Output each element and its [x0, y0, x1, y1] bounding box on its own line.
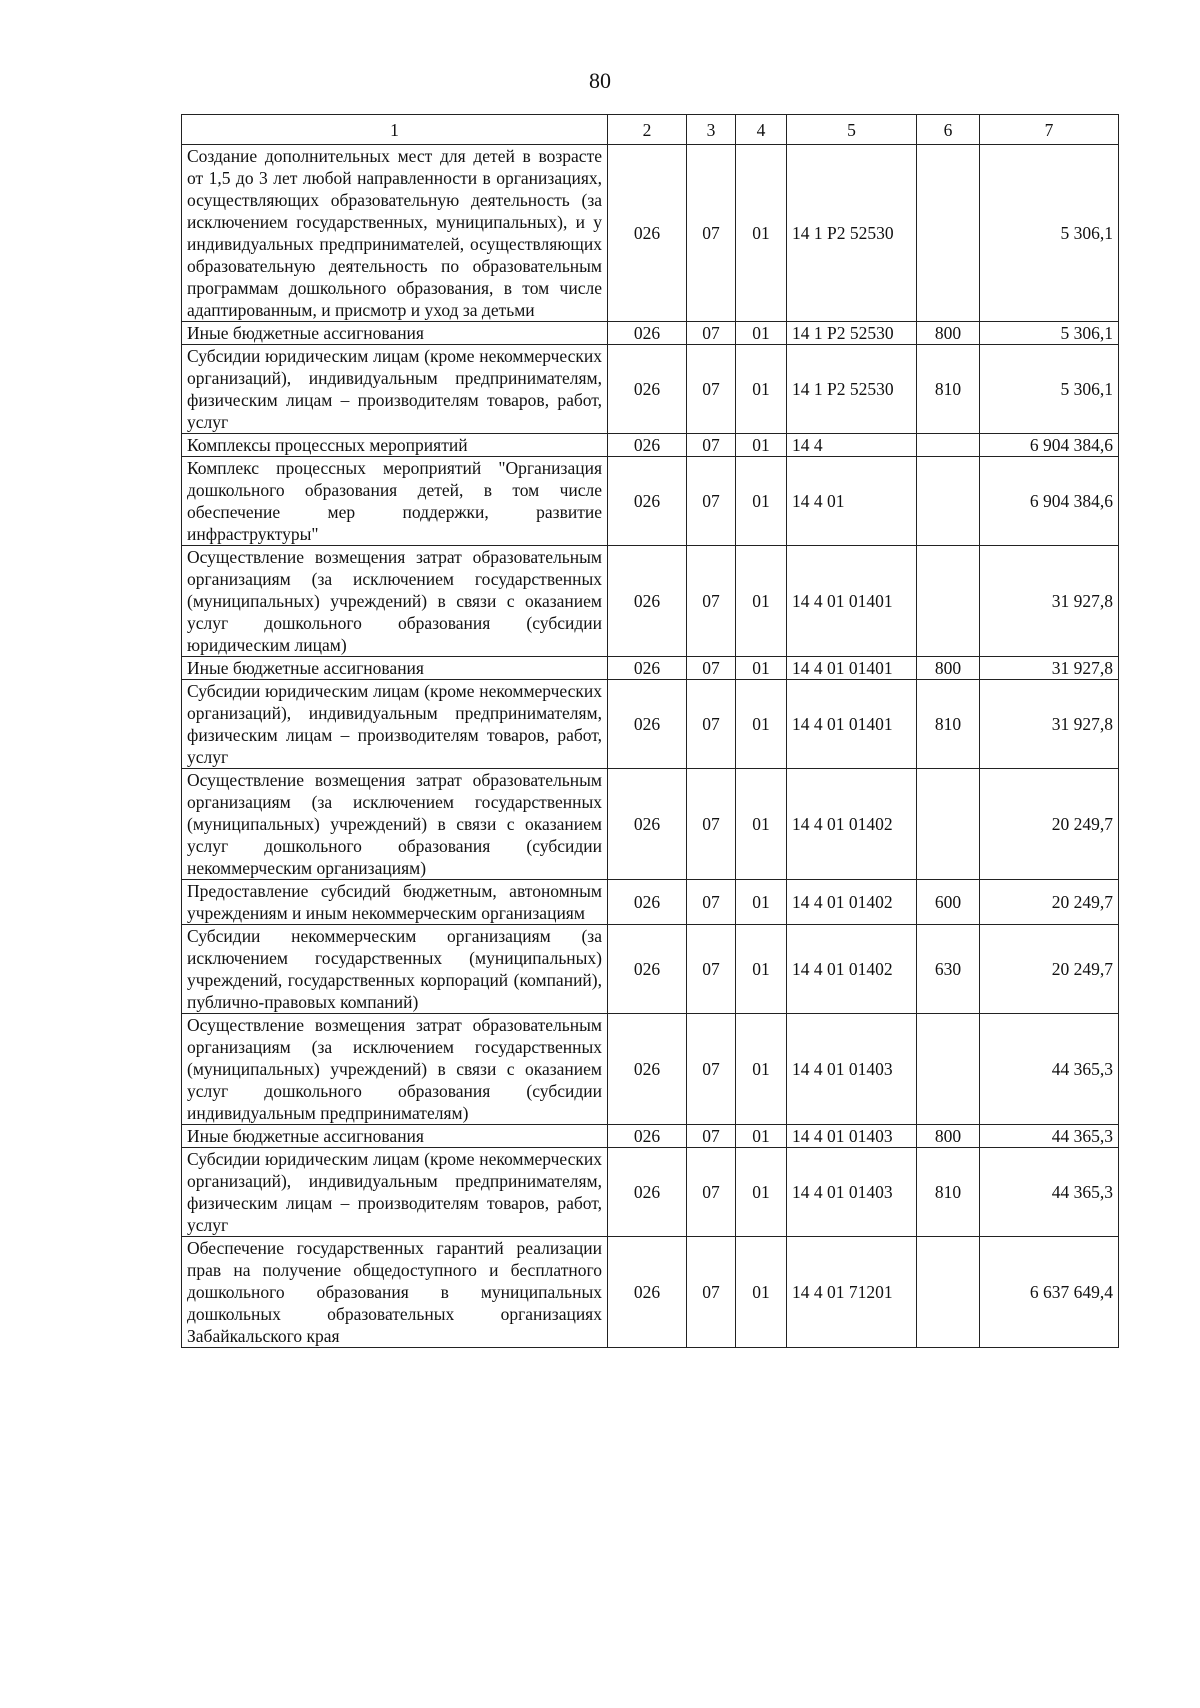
ministry-code: 026	[608, 345, 687, 434]
expense-type-code	[917, 769, 980, 880]
subsection-code: 01	[736, 1237, 787, 1348]
amount: 6 637 649,4	[980, 1237, 1119, 1348]
row-name: Предоставление субсидий бюджетным, автономным учреждениям и иным некоммерческим организациям	[182, 880, 608, 925]
section-code: 07	[687, 322, 736, 345]
row-name: Создание дополнительных мест для детей в возрасте от 1,5 до 3 лет любой направленности в организациях, осуществляющих образовательную деятельность (за исключением государственных, муниципальных), и у индивидуальных предпринимателей, осуществляющих образовательную деятельность по образовательным программам дошкольного образования, в том числе адаптированным, и присмотр и уход за детьми	[182, 145, 608, 322]
row-name: Субсидии некоммерческим организациям (за исключением государственных (муниципальных) учреждений, государственных корпораций (компаний), публично-правовых компаний)	[182, 925, 608, 1014]
amount: 5 306,1	[980, 322, 1119, 345]
table-row	[182, 546, 1119, 657]
target-article-code: 14 4 01 01403	[787, 1148, 917, 1237]
expense-type-code	[917, 1237, 980, 1348]
target-article-code: 14 4	[787, 434, 917, 457]
expense-type-code: 810	[917, 1148, 980, 1237]
ministry-code: 026	[608, 880, 687, 925]
section-code: 07	[687, 1237, 736, 1348]
section-code: 07	[687, 345, 736, 434]
target-article-code: 14 1 Р2 52530	[787, 145, 917, 322]
expense-type-code	[917, 434, 980, 457]
header-col-5: 5	[787, 115, 917, 145]
section-code: 07	[687, 1125, 736, 1148]
row-name: Осуществление возмещения затрат образовательным организациям (за исключением государственных (муниципальных) учреждений) в связи с оказанием услуг дошкольного образования (субсидии индивидуальным предпринимателям)	[182, 1014, 608, 1125]
section-code: 07	[687, 680, 736, 769]
subsection-code: 01	[736, 434, 787, 457]
table-row	[182, 145, 1119, 322]
ministry-code: 026	[608, 1148, 687, 1237]
row-name: Осуществление возмещения затрат образовательным организациям (за исключением государственных (муниципальных) учреждений) в связи с оказанием услуг дошкольного образования (субсидии некоммерческим организациям)	[182, 769, 608, 880]
subsection-code: 01	[736, 322, 787, 345]
amount: 44 365,3	[980, 1125, 1119, 1148]
ministry-code: 026	[608, 925, 687, 1014]
ministry-code: 026	[608, 769, 687, 880]
table-body	[182, 145, 1119, 1348]
table-row	[182, 322, 1119, 345]
row-name: Иные бюджетные ассигнования	[182, 322, 608, 345]
amount: 44 365,3	[980, 1148, 1119, 1237]
row-name: Иные бюджетные ассигнования	[182, 1125, 608, 1148]
header-col-6: 6	[917, 115, 980, 145]
section-code: 07	[687, 657, 736, 680]
row-name: Субсидии юридическим лицам (кроме некоммерческих организаций), индивидуальным предпринимателям, физическим лицам – производителям товаров, работ, услуг	[182, 1148, 608, 1237]
budget-table	[181, 114, 1119, 1348]
target-article-code: 14 4 01 71201	[787, 1237, 917, 1348]
target-article-code: 14 4 01 01402	[787, 925, 917, 1014]
header-col-2: 2	[608, 115, 687, 145]
target-article-code: 14 4 01 01403	[787, 1014, 917, 1125]
ministry-code: 026	[608, 1014, 687, 1125]
section-code: 07	[687, 1014, 736, 1125]
table-row	[182, 457, 1119, 546]
page-number: 80	[589, 68, 611, 93]
table-row	[182, 769, 1119, 880]
expense-type-code	[917, 1014, 980, 1125]
ministry-code: 026	[608, 657, 687, 680]
amount: 5 306,1	[980, 145, 1119, 322]
section-code: 07	[687, 145, 736, 322]
target-article-code: 14 1 Р2 52530	[787, 345, 917, 434]
expense-type-code: 810	[917, 345, 980, 434]
amount: 6 904 384,6	[980, 434, 1119, 457]
table-row	[182, 1125, 1119, 1148]
row-name: Иные бюджетные ассигнования	[182, 657, 608, 680]
row-name: Комплекс процессных мероприятий "Организация дошкольного образования детей, в том числе обеспечение мер поддержки, развитие инфраструктуры"	[182, 457, 608, 546]
subsection-code: 01	[736, 680, 787, 769]
ministry-code: 026	[608, 546, 687, 657]
header-col-3: 3	[687, 115, 736, 145]
ministry-code: 026	[608, 322, 687, 345]
table-row	[182, 345, 1119, 434]
table-row	[182, 925, 1119, 1014]
row-name: Субсидии юридическим лицам (кроме некоммерческих организаций), индивидуальным предпринимателям, физическим лицам – производителям товаров, работ, услуг	[182, 680, 608, 769]
target-article-code: 14 4 01 01402	[787, 769, 917, 880]
expense-type-code: 800	[917, 1125, 980, 1148]
table-row	[182, 880, 1119, 925]
subsection-code: 01	[736, 1125, 787, 1148]
target-article-code: 14 4 01 01401	[787, 657, 917, 680]
section-code: 07	[687, 769, 736, 880]
amount: 20 249,7	[980, 925, 1119, 1014]
subsection-code: 01	[736, 145, 787, 322]
table-row	[182, 1237, 1119, 1348]
amount: 31 927,8	[980, 546, 1119, 657]
expense-type-code: 600	[917, 880, 980, 925]
expense-type-code	[917, 546, 980, 657]
subsection-code: 01	[736, 1148, 787, 1237]
header-col-7: 7	[980, 115, 1119, 145]
table-row	[182, 680, 1119, 769]
header-col-1: 1	[182, 115, 608, 145]
row-name: Обеспечение государственных гарантий реализации прав на получение общедоступного и бесплатного дошкольного образования в муниципальных дошкольных образовательных организациях Забайкальского края	[182, 1237, 608, 1348]
subsection-code: 01	[736, 880, 787, 925]
target-article-code: 14 4 01 01403	[787, 1125, 917, 1148]
expense-type-code	[917, 457, 980, 546]
ministry-code: 026	[608, 680, 687, 769]
amount: 20 249,7	[980, 880, 1119, 925]
target-article-code: 14 4 01 01402	[787, 880, 917, 925]
expense-type-code: 800	[917, 322, 980, 345]
row-name: Осуществление возмещения затрат образовательным организациям (за исключением государственных (муниципальных) учреждений) в связи с оказанием услуг дошкольного образования (субсидии юридическим лицам)	[182, 546, 608, 657]
amount: 20 249,7	[980, 769, 1119, 880]
section-code: 07	[687, 880, 736, 925]
expense-type-code	[917, 145, 980, 322]
table-row	[182, 434, 1119, 457]
amount: 44 365,3	[980, 1014, 1119, 1125]
table-header-row	[182, 115, 1119, 145]
subsection-code: 01	[736, 925, 787, 1014]
subsection-code: 01	[736, 1014, 787, 1125]
ministry-code: 026	[608, 1125, 687, 1148]
ministry-code: 026	[608, 145, 687, 322]
expense-type-code: 810	[917, 680, 980, 769]
target-article-code: 14 1 Р2 52530	[787, 322, 917, 345]
subsection-code: 01	[736, 657, 787, 680]
subsection-code: 01	[736, 769, 787, 880]
amount: 6 904 384,6	[980, 457, 1119, 546]
ministry-code: 026	[608, 434, 687, 457]
row-name: Субсидии юридическим лицам (кроме некоммерческих организаций), индивидуальным предпринимателям, физическим лицам – производителям товаров, работ, услуг	[182, 345, 608, 434]
target-article-code: 14 4 01	[787, 457, 917, 546]
expense-type-code: 630	[917, 925, 980, 1014]
target-article-code: 14 4 01 01401	[787, 546, 917, 657]
amount: 31 927,8	[980, 657, 1119, 680]
table-row	[182, 1014, 1119, 1125]
ministry-code: 026	[608, 457, 687, 546]
expense-type-code: 800	[917, 657, 980, 680]
ministry-code: 026	[608, 1237, 687, 1348]
subsection-code: 01	[736, 345, 787, 434]
section-code: 07	[687, 1148, 736, 1237]
amount: 31 927,8	[980, 680, 1119, 769]
table-row	[182, 1148, 1119, 1237]
row-name: Комплексы процессных мероприятий	[182, 434, 608, 457]
table-row	[182, 657, 1119, 680]
amount: 5 306,1	[980, 345, 1119, 434]
subsection-code: 01	[736, 546, 787, 657]
section-code: 07	[687, 925, 736, 1014]
header-col-4: 4	[736, 115, 787, 145]
section-code: 07	[687, 434, 736, 457]
target-article-code: 14 4 01 01401	[787, 680, 917, 769]
section-code: 07	[687, 546, 736, 657]
subsection-code: 01	[736, 457, 787, 546]
section-code: 07	[687, 457, 736, 546]
